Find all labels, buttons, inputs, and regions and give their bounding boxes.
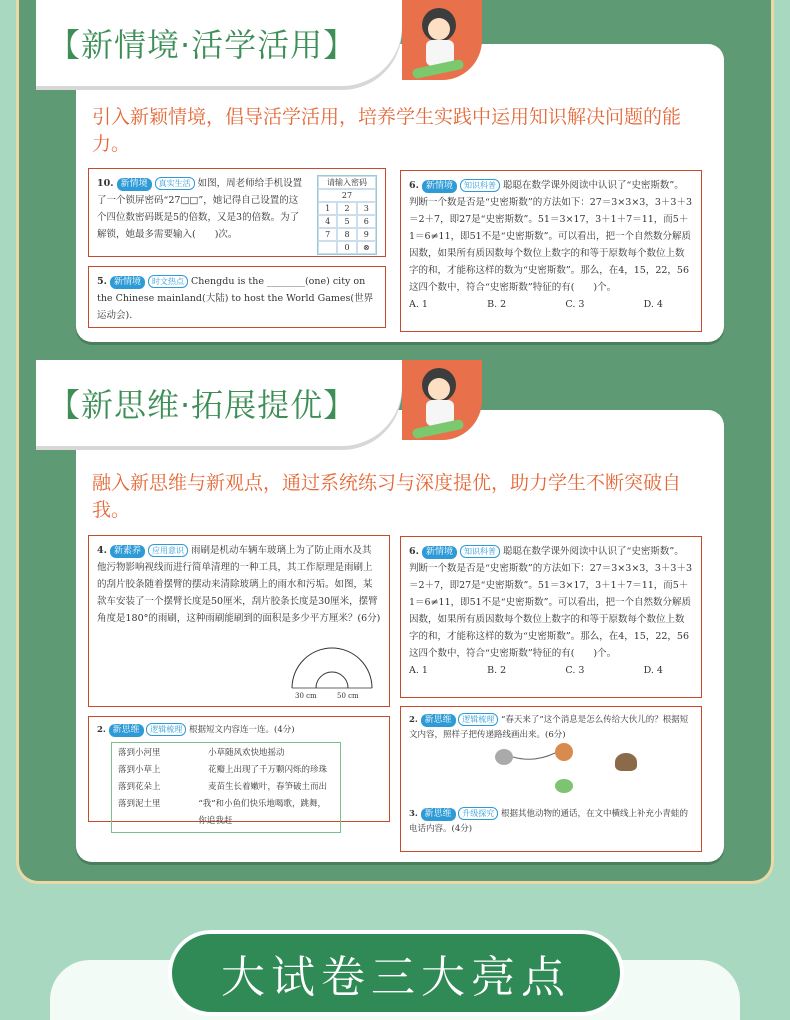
q6-box-2: 6. 新情境 知识科普 聪聪在数学课外阅读中认识了“史密斯数”。判断一个数是否是“史密斯数”的方法如下：27＝3×3×3，3＋3＋3＝2＋7，即27是“史密斯数”。51＝3×17，3＋1＋7＝11，而5＋1＝6≠11，即51不是“史密斯数”。可以看出，把一个自然数分解质因数，如果所有质因数每个数位上数字的和等于原数每个数位上数字的和，才能称这样的数为“史密斯数”。那么，在4，15，22，56这四个数中，符合“史密斯数”特征的有( )个。 A. 1 B. 2 C. 3 D. 4: [400, 536, 702, 698]
q10-box: 10. 新情境 真实生活 如图，周老师给手机设置了一个锁屏密码“27□□”，她记得自己设置的这个四位数密码既是5的倍数，又是3的倍数。为了解锁，她最多需要输入( )次。 请输入密码 27 1 2 3 4 5 6 7 8 9 0 ⊗: [88, 168, 386, 257]
section2-title-tab: [36, 360, 402, 446]
section2-intro: 融入新思维与新观点，通过系统练习与深度提优，助力学生不断突破自我。: [92, 472, 682, 521]
footer-title: 大试卷三大亮点: [221, 952, 571, 1003]
q10-text: 如图，周老师给手机设置了一个锁屏密码“27□□”，她记得自己设置的这个四位数密码既是5的倍数，又是3的倍数。为了解锁，她最多需要输入( )次。: [97, 178, 303, 240]
section2-title: 【新思维·拓展提优】: [48, 386, 357, 424]
section1-title-tab: [36, 0, 402, 86]
q2-match-box: 2. 新思维 逻辑梳理 根据短文内容连一连。(4分) 落到小河里 小草随风欢快地摇动 落到小草上 花瓣上出现了千万颗闪烁的珍珠 落到花朵上 麦苗生长着嫩叶，春笋破土而出 落到泥土里 “我”和小鱼们快乐地喝歌，跳舞，你追我赶: [88, 716, 390, 822]
animal-illustration: [409, 743, 693, 807]
q6-options-2: A. 1 B. 2 C. 3 D. 4: [409, 665, 663, 676]
q6-options-1: A. 1 B. 2 C. 3 D. 4: [409, 299, 663, 310]
q4-text: 雨刷是机动车辆车玻璃上为了防止雨水及其他污物影响视线而进行简单清理的一种工具，其工作原理是雨刷上的刮片胶条随着摆臂的摆动来清除玻璃上的雨水和污垢。如图，某款车安装了一个摆臂长度是50厘米，刮片胶条长度是30厘米，摆臂角度是180°的雨刷，这种雨刷能刷到的面积是多少平方厘米？(6分): [97, 545, 381, 624]
keypad: 请输入密码 27 1 2 3 4 5 6 7 8 9 0 ⊗: [317, 175, 377, 255]
q6-text-2: 聪聪在数学课外阅读中认识了“史密斯数”。判断一个数是否是“史密斯数”的方法如下：27＝3×3×3，3＋3＋3＝2＋7，即27是“史密斯数”。51＝3×17，3＋1＋7＝11，而5＋1＝6≠11，即51不是“史密斯数”。可以看出，把一个自然数分解质因数，如果所有质因数每个数位上数字的和等于原数每个数位上数字的和，才能称这样的数为“史密斯数”。那么，在4，15，22，56这四个数中，符合“史密斯数”特征的有( )个。: [409, 546, 692, 659]
footer-title-pill: [168, 930, 624, 1016]
section1-cartoon-icon: [402, 0, 482, 80]
q2-route-box: 2. 新思维 逻辑梳理 “春天来了”这个消息是怎么传给大伙儿的？根据短文内容，照样子把传递路线画出来。(6分) 3. 新思维 升级探究 根据其他动物的通话，在文中横线上补充小青蛙的电话内容。(4分): [400, 706, 702, 852]
q4-box: 4. 新素养 应用意识 雨刷是机动车辆车玻璃上为了防止雨水及其他污物影响视线而进行简单清理的一种工具，其工作原理是雨刷上的刮片胶条随着摆臂的摆动来清除玻璃上的雨水和污垢。如图，某款车安装了一个摆臂长度是50厘米，刮片胶条长度是30厘米，摆臂角度是180°的雨刷，这种雨刷能刷到的面积是多少平方厘米？(6分) 30 cm 50 cm: [88, 535, 390, 707]
section1-intro: 引入新颖情境，倡导活学活用，培养学生实践中运用知识解决问题的能力。: [92, 106, 682, 155]
q5-box: 5. 新情境 时文热点 Chengdu is the ________(one) city on the Chinese mainland(大陆) to host the World Games(世界运动会).: [88, 266, 386, 328]
section1-title: 【新情境·活学活用】: [48, 26, 357, 64]
q5-text: Chengdu is the ________(one) city on the Chinese mainland(大陆) to host the World Games(世界运动会).: [97, 276, 374, 321]
match-table: 落到小河里 小草随风欢快地摇动 落到小草上 花瓣上出现了千万颗闪烁的珍珠 落到花朵上 麦苗生长着嫩叶，春笋破土而出 落到泥土里 “我”和小鱼们快乐地喝歌，跳舞，你追我赶: [111, 742, 341, 833]
q6-text-1: 聪聪在数学课外阅读中认识了“史密斯数”。判断一个数是否是“史密斯数”的方法如下：27＝3×3×3，3＋3＋3＝2＋7，即27是“史密斯数”。51＝3×17，3＋1＋7＝11，而5＋1＝6≠11，即51不是“史密斯数”。可以看出，把一个自然数分解质因数，如果所有质因数每个数位上数字的和等于原数每个数位上数字的和，才能称这样的数为“史密斯数”。那么，在4，15，22，56这四个数中，符合“史密斯数”特征的有( )个。: [409, 180, 692, 293]
label-50cm: 50 cm: [337, 692, 359, 700]
wiper-diagram: [287, 644, 377, 700]
section2-cartoon-icon: [402, 360, 482, 440]
label-30cm: 30 cm: [295, 692, 317, 700]
q6-box-1: 6. 新情境 知识科普 聪聪在数学课外阅读中认识了“史密斯数”。判断一个数是否是“史密斯数”的方法如下：27＝3×3×3，3＋3＋3＝2＋7，即27是“史密斯数”。51＝3×17，3＋1＋7＝11，而5＋1＝6≠11，即51不是“史密斯数”。可以看出，把一个自然数分解质因数，如果所有质因数每个数位上数字的和等于原数每个数位上数字的和，才能称这样的数为“史密斯数”。那么，在4，15，22，56这四个数中，符合“史密斯数”特征的有( )个。 A. 1 B. 2 C. 3 D. 4: [400, 170, 702, 332]
